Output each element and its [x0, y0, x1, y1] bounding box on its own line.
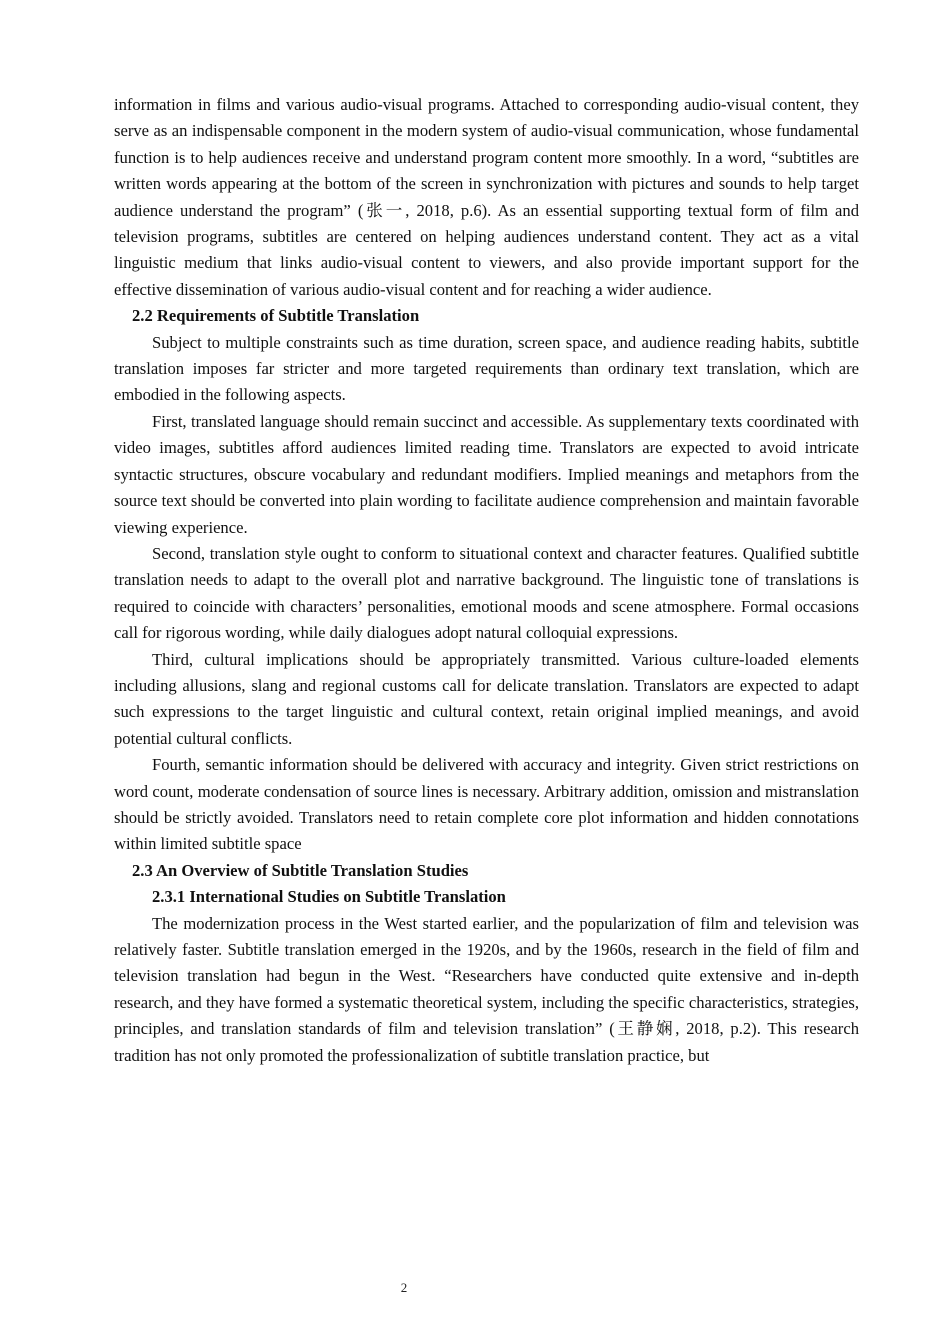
paragraph-requirements-intro: Subject to multiple constraints such as time duration, screen space, and audience reading habits, subtitle translation imposes far stricter and more targeted requirements than ordinary text translation, which are embodied in the following aspects.	[114, 332, 859, 405]
paragraph-fourth-requirement: Fourth, semantic information should be delivered with accuracy and integrity. Given strict restrictions on word count, moderate condensation of source lines is necessary. Arbitrary addition, omission and mistranslation should be strictly avoided. Translators need to retain complete core plot information and hidden connotations within limited subtitle space	[114, 755, 859, 854]
document-body	[114, 92, 859, 1069]
section-heading-2-3: 2.3 An Overview of Subtitle Translation Studies	[132, 860, 469, 880]
paragraph-third-requirement: Third, cultural implications should be appropriately transmitted. Various culture-loaded elements including allusions, slang and regional customs call for delicate translation. Translators are expected to adapt such expressions to the target linguistic and cultural context, retain original implied meanings, and avoid potential cultural conflicts.	[114, 649, 859, 748]
paragraph-first-requirement: First, translated language should remain succinct and accessible. As supplementary texts coordinated with video images, subtitles afford audiences limited reading time. Translators are expected to avoid intricate syntactic structures, obscure vocabulary and redundant modifiers. Implied meanings and metaphors from the source text should be converted into plain wording to facilitate audience comprehension and maintain favorable viewing experience.	[114, 411, 859, 537]
paragraph-intro: information in films and various audio-visual programs. Attached to corresponding audio-visual content, they serve as an indispensable component in the modern system of audio-visual communication, whose fundamental function is to help audiences receive and understand program content more smoothly. In a word, “subtitles are written words appearing at the bottom of the screen in synchronization with pictures and sounds to help target audience understand the program” (张一, 2018, p.6). As an essential supporting textual form of film and television programs, subtitles are centered on helping audiences understand content. They act as a vital linguistic medium that links audio-visual content to viewers, and also provide important support for the effective dissemination of various audio-visual content and for reaching a wider audience.	[114, 95, 859, 299]
page-number: 2	[400, 1280, 408, 1295]
paragraph-second-requirement: Second, translation style ought to conform to situational context and character features. Qualified subtitle translation needs to adapt to the overall plot and narrative background. The linguistic tone of translations is required to coincide with characters’ personalities, emotional moods and scene atmosphere. Formal occasions call for rigorous wording, while daily dialogues adopt natural colloquial expressions.	[114, 543, 859, 643]
subsection-heading-2-3-1: 2.3.1 International Studies on Subtitle Translation	[152, 887, 506, 907]
paragraph-international-studies: The modernization process in the West started earlier, and the popularization of film and television was relatively faster. Subtitle translation emerged in the 1920s, and by the 1960s, research in the field of film and television translation had begun in the West. “Researchers have conducted quite extensive and in-depth research, and they have formed a systematic theoretical system, including the specific characteristics, strategies, principles, and translation standards of film and television translation” (王静娴, 2018, p.2). This research tradition has not only promoted the professionalization of subtitle translation practice, but	[114, 913, 859, 1065]
section-heading-2-2: 2.2 Requirements of Subtitle Translation	[132, 306, 420, 326]
